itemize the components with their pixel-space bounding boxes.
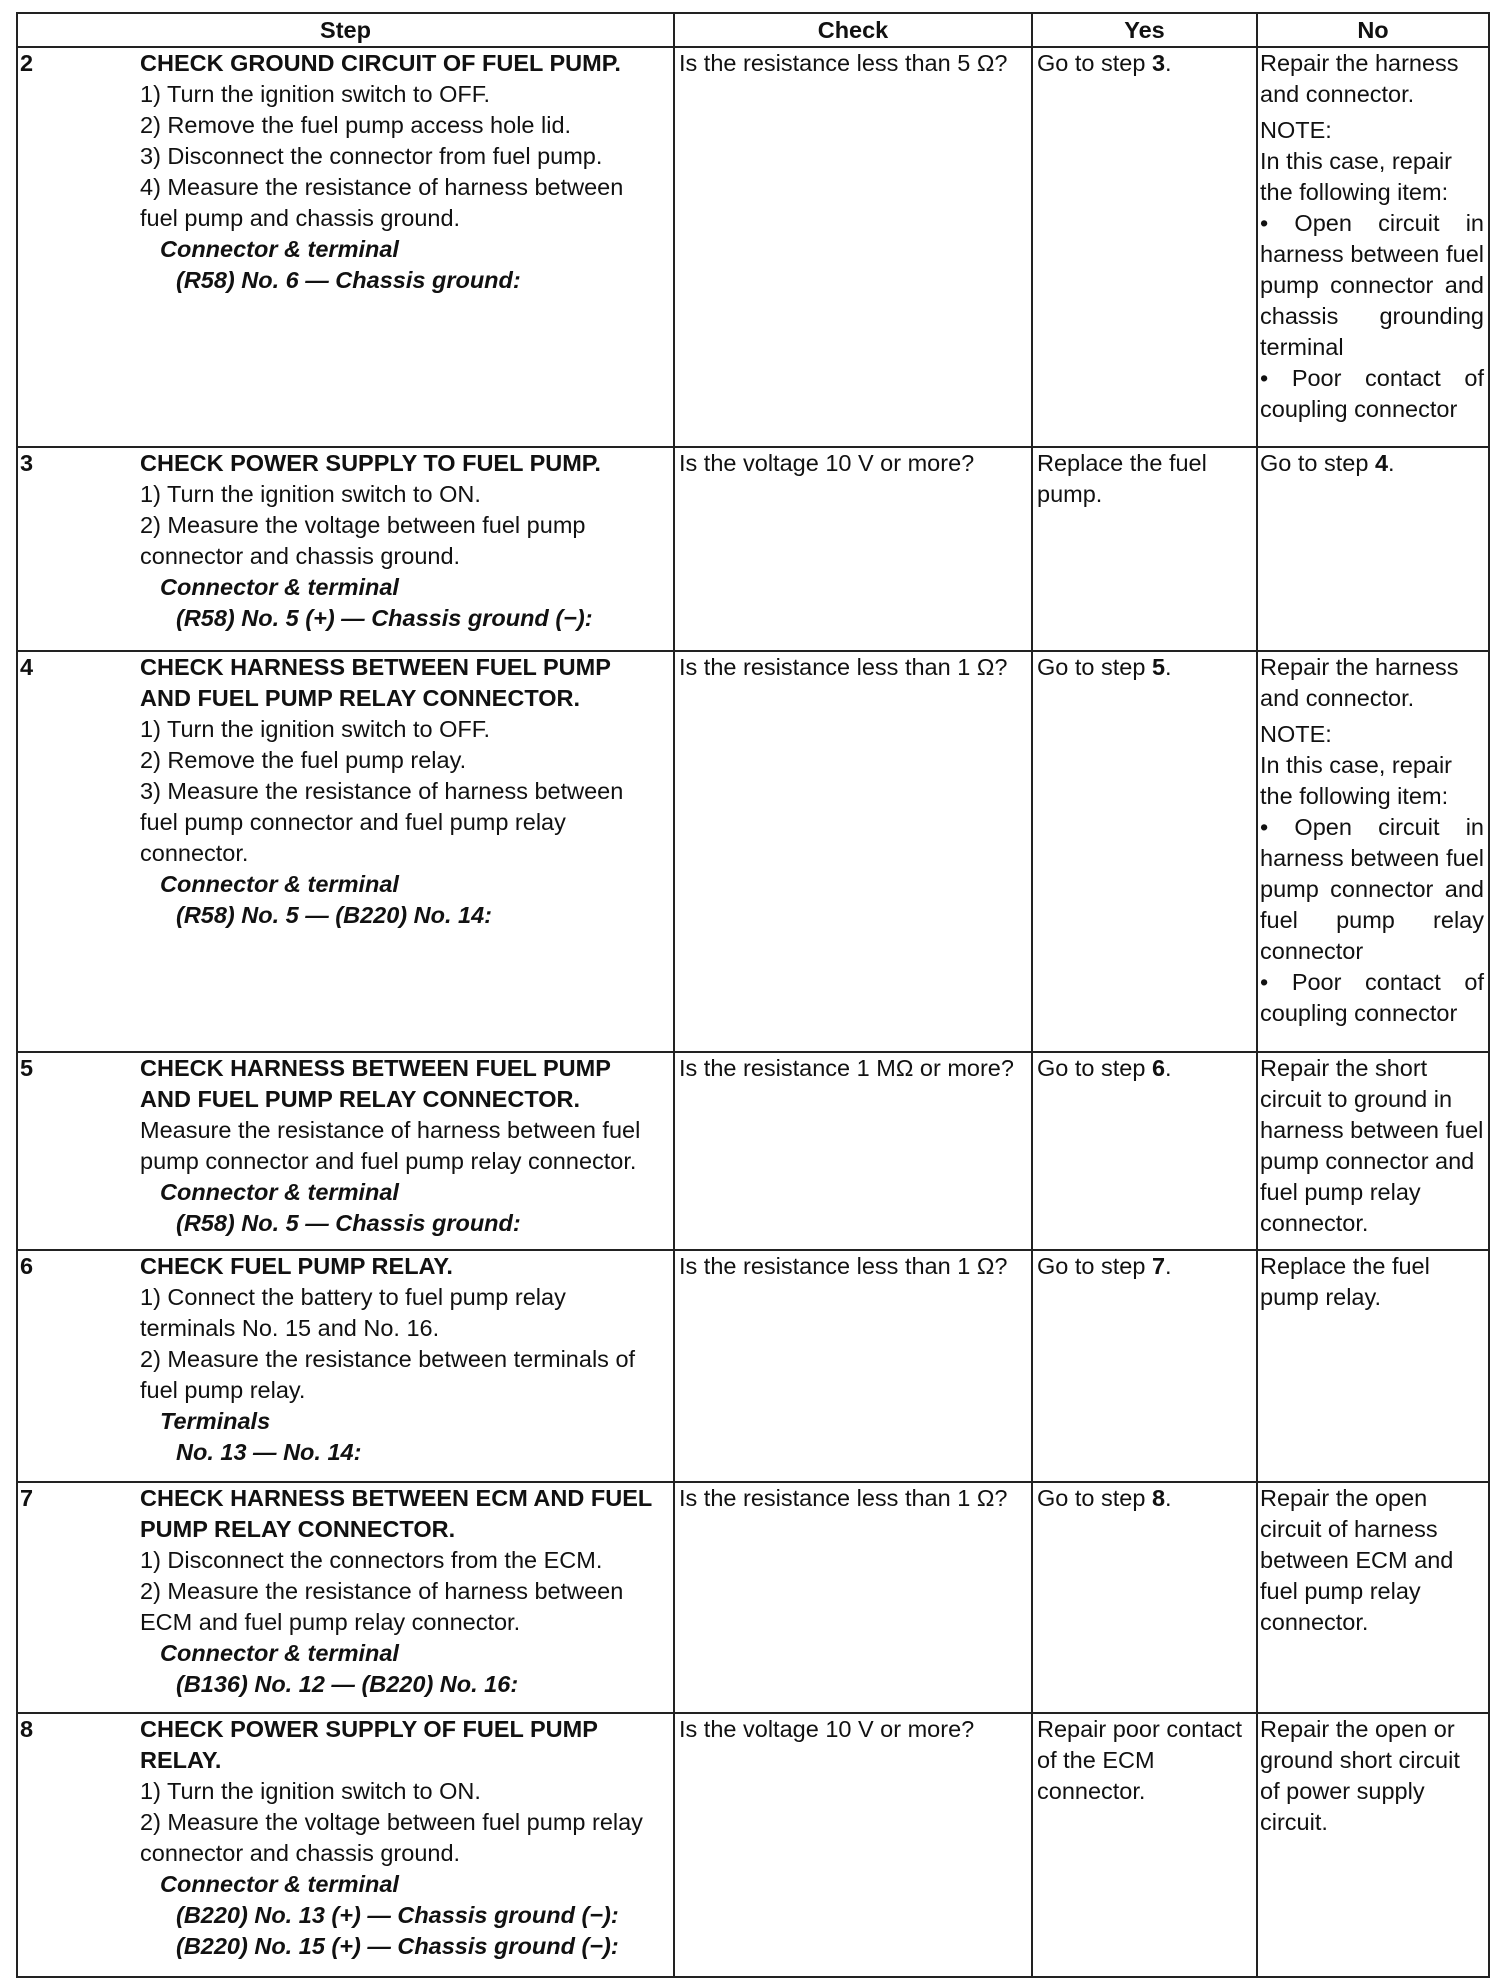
yes-step: 5 [1151, 654, 1166, 681]
connector-value: (R58) No. 5 — Chassis ground: [176, 1209, 521, 1236]
step-cell [17, 1052, 674, 1251]
procedure-line: 2) Measure the resistance between terminals of fuel pump relay. [140, 1346, 636, 1404]
procedure-line: 3) Measure the resistance of harness between fuel pump connector and fuel pump relay connector. [140, 778, 624, 867]
diagnostic-table [16, 12, 1490, 1978]
note-label: NOTE: [1260, 721, 1332, 748]
step-title: CHECK GROUND CIRCUIT OF FUEL PUMP. [140, 50, 621, 76]
connector-value: (B136) No. 12 — (B220) No. 16: [176, 1670, 519, 1697]
no-cell [1257, 447, 1489, 651]
table-row [17, 651, 1489, 1051]
check-cell: Is the resistance less than 1 Ω? [674, 1482, 1032, 1713]
step-number: 2 [20, 50, 34, 76]
yes-suffix: . [1165, 1253, 1172, 1280]
yes-step: 6 [1151, 1054, 1166, 1081]
connector-label: Connector & terminal [160, 1178, 399, 1205]
connector-label: Connector & terminal [160, 871, 399, 898]
step-number: 3 [20, 450, 34, 477]
step-cell [17, 1250, 674, 1481]
procedure-line: 1) Turn the ignition switch to ON. [140, 481, 481, 508]
connector-label: Connector & terminal [160, 1639, 399, 1666]
yes-cell: Repair poor contact of the ECM connector. [1032, 1713, 1257, 1977]
note-intro: In this case, repair the following item: [1260, 752, 1453, 810]
step-number: 8 [20, 1715, 34, 1742]
yes-cell [1032, 1052, 1257, 1251]
yes-cell [1032, 651, 1257, 1051]
step-cell [17, 651, 674, 1051]
yes-prefix: Go to step [1037, 50, 1152, 76]
connector-value: (R58) No. 5 — (B220) No. 14: [176, 902, 493, 929]
procedure-line: 1) Turn the ignition switch to OFF. [140, 81, 491, 107]
step-cell [17, 1713, 674, 1977]
procedure-line: 1) Turn the ignition switch to OFF. [140, 716, 491, 743]
connector-value: (R58) No. 6 — Chassis ground: [176, 267, 521, 293]
check-cell: Is the resistance less than 1 Ω? [674, 1250, 1032, 1481]
check-cell: Is the resistance less than 1 Ω? [674, 651, 1032, 1051]
step-title: CHECK HARNESS BETWEEN ECM AND FUEL PUMP RELAY CONNECTOR. [140, 1484, 652, 1542]
no-cell: Replace the fuel pump relay. [1257, 1250, 1489, 1481]
procedure-line: 2) Measure the voltage between fuel pump connector and chassis ground. [140, 512, 586, 570]
procedure-line: 1) Turn the ignition switch to ON. [140, 1777, 481, 1804]
header-row [17, 13, 1489, 47]
check-cell: Is the resistance 1 MΩ or more? [674, 1052, 1032, 1251]
connector-label: Connector & terminal [160, 574, 399, 601]
table-row [17, 1250, 1489, 1481]
connector-value: (R58) No. 5 (+) — Chassis ground (−): [176, 605, 593, 632]
check-cell: Is the voltage 10 V or more? [674, 1713, 1032, 1977]
note-item: • Poor contact of coupling connector [1260, 365, 1484, 422]
step-cell [17, 447, 674, 651]
no-cell: Repair the open or ground short circuit of power supply circuit. [1257, 1713, 1489, 1977]
header-yes: Yes [1032, 13, 1257, 47]
procedure-line: 2) Remove the fuel pump relay. [140, 747, 467, 774]
step-number: 7 [20, 1484, 34, 1511]
step-cell [17, 1482, 674, 1713]
step-number: 5 [20, 1054, 34, 1081]
procedure-line: 2) Measure the resistance of harness between ECM and fuel pump relay connector. [140, 1577, 624, 1635]
yes-prefix: Go to step [1037, 1253, 1152, 1280]
procedure-line: 3) Disconnect the connector from fuel pump. [140, 143, 603, 169]
header-check: Check [674, 13, 1032, 47]
no-step: 4 [1374, 450, 1389, 477]
connector-value: (B220) No. 13 (+) — Chassis ground (−): [176, 1901, 619, 1928]
no-text: Repair the harness and connector. [1260, 50, 1459, 107]
no-suffix: . [1388, 450, 1395, 477]
no-text: Repair the harness and connector. [1260, 654, 1459, 712]
step-title: CHECK HARNESS BETWEEN FUEL PUMP AND FUEL PUMP RELAY CONNECTOR. [140, 654, 611, 712]
no-prefix: Go to step [1260, 450, 1375, 477]
note-item: • Open circuit in harness between fuel pump connector and fuel pump relay connector [1260, 814, 1484, 965]
procedure-line: 2) Measure the voltage between fuel pump relay connector and chassis ground. [140, 1808, 643, 1866]
connector-label: Connector & terminal [160, 1870, 399, 1897]
yes-prefix: Go to step [1037, 1054, 1152, 1081]
step-title: CHECK HARNESS BETWEEN FUEL PUMP AND FUEL PUMP RELAY CONNECTOR. [140, 1054, 611, 1112]
procedure-line: 2) Remove the fuel pump access hole lid. [140, 112, 572, 138]
terminals-value: No. 13 — No. 14: [176, 1439, 362, 1466]
terminals-label: Terminals [160, 1408, 271, 1435]
table-row [17, 447, 1489, 651]
yes-cell: Replace the fuel pump. [1032, 447, 1257, 651]
yes-cell [1032, 1482, 1257, 1713]
yes-step: 8 [1151, 1484, 1166, 1511]
no-cell [1257, 47, 1489, 447]
no-cell: Repair the short circuit to ground in harness between fuel pump connector and fuel pump relay connector. [1257, 1052, 1489, 1251]
yes-prefix: Go to step [1037, 654, 1152, 681]
yes-prefix: Go to step [1037, 1484, 1152, 1511]
yes-suffix: . [1165, 1054, 1172, 1081]
table-row [17, 1482, 1489, 1713]
table-row [17, 47, 1489, 447]
yes-suffix: . [1165, 50, 1172, 76]
yes-step: 3 [1151, 50, 1166, 76]
connector-value: (B220) No. 15 (+) — Chassis ground (−): [176, 1932, 619, 1959]
step-title: CHECK POWER SUPPLY OF FUEL PUMP RELAY. [140, 1715, 598, 1773]
step-number: 6 [20, 1253, 34, 1280]
step-title: CHECK POWER SUPPLY TO FUEL PUMP. [140, 450, 601, 477]
check-cell: Is the voltage 10 V or more? [674, 447, 1032, 651]
step-title: CHECK FUEL PUMP RELAY. [140, 1253, 453, 1280]
yes-suffix: . [1165, 654, 1172, 681]
step-cell [17, 47, 674, 447]
procedure-line: 4) Measure the resistance of harness between fuel pump and chassis ground. [140, 174, 624, 231]
table-row [17, 1052, 1489, 1251]
procedure-line: Measure the resistance of harness between fuel pump connector and fuel pump relay connector. [140, 1116, 641, 1174]
header-no: No [1257, 13, 1489, 47]
header-step: Step [17, 13, 674, 47]
step-number: 4 [20, 654, 34, 681]
yes-cell [1032, 47, 1257, 447]
note-item: • Poor contact of coupling connector [1260, 969, 1484, 1027]
yes-suffix: . [1165, 1484, 1172, 1511]
yes-step: 7 [1151, 1253, 1166, 1280]
yes-cell [1032, 1250, 1257, 1481]
note-intro: In this case, repair the following item: [1260, 148, 1453, 205]
no-cell: Repair the open circuit of harness between ECM and fuel pump relay connector. [1257, 1482, 1489, 1713]
no-cell [1257, 651, 1489, 1051]
table-row [17, 1713, 1489, 1977]
procedure-line: 1) Disconnect the connectors from the ECM. [140, 1546, 603, 1573]
note-item: • Open circuit in harness between fuel pump connector and chassis grounding terminal [1260, 210, 1484, 360]
procedure-line: 1) Connect the battery to fuel pump relay terminals No. 15 and No. 16. [140, 1284, 566, 1342]
check-cell: Is the resistance less than 5 Ω? [674, 47, 1032, 447]
connector-label: Connector & terminal [160, 236, 399, 262]
note-label: NOTE: [1260, 117, 1332, 143]
